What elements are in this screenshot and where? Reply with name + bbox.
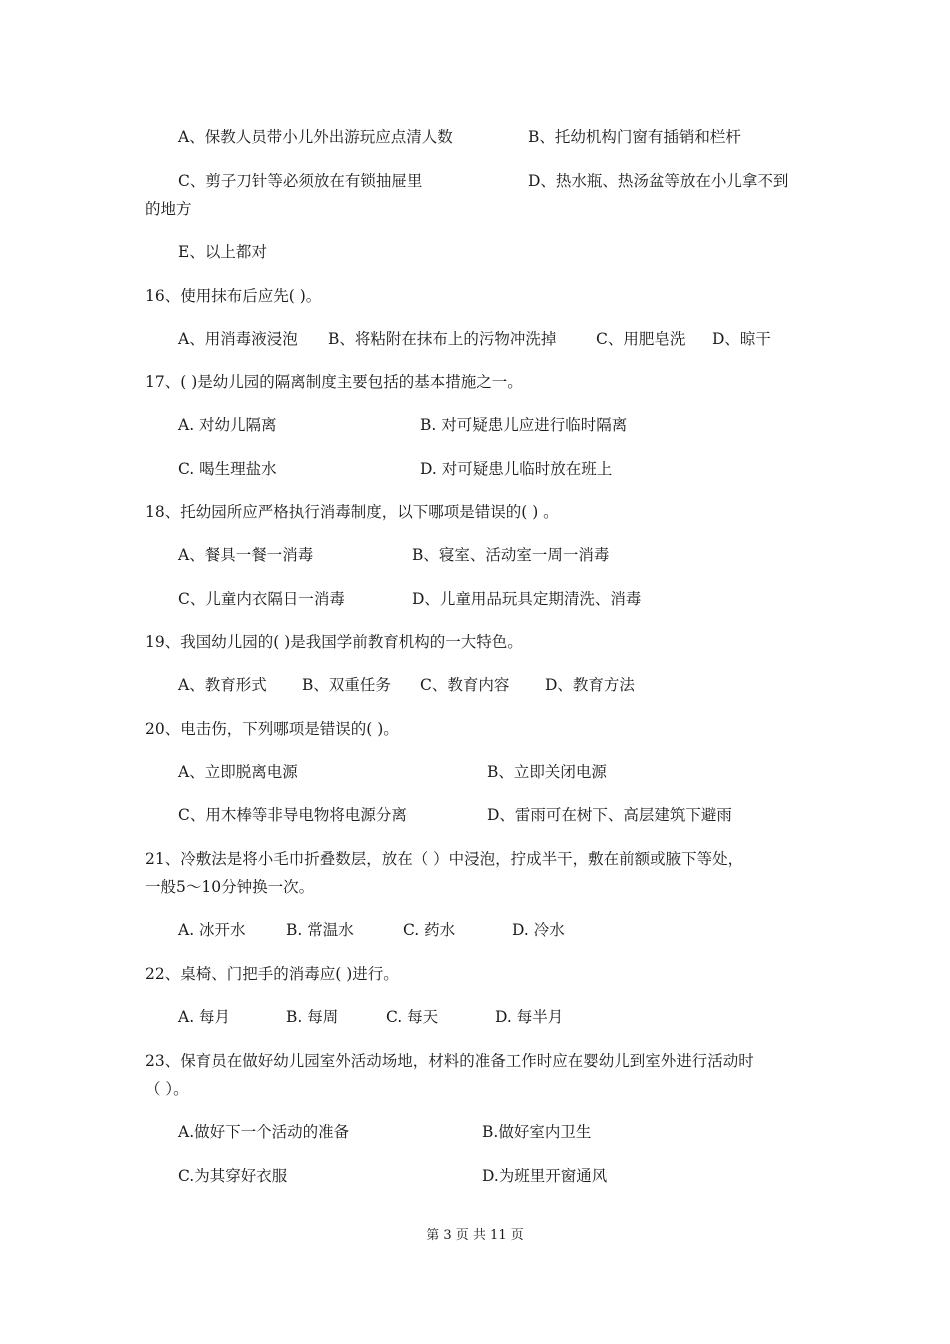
- q23-stem-continued: （ ）。: [145, 1080, 189, 1098]
- q15-option-d-continued: 的地方: [145, 200, 192, 218]
- q16-option-b: B、将粘附在抹布上的污物冲洗掉: [328, 330, 557, 348]
- q18-option-b: B、寝室、活动室一周一消毒: [412, 546, 610, 564]
- q23-option-a: A.做好下一个活动的准备: [178, 1123, 350, 1141]
- q17-stem: 17、( )是幼儿园的隔离制度主要包括的基本措施之一。: [145, 373, 523, 391]
- q20-option-a: A、立即脱离电源: [178, 763, 298, 781]
- q16-option-c: C、用肥皂洗: [596, 330, 686, 348]
- q18-option-d: D、儿童用品玩具定期清洗、消毒: [412, 590, 642, 608]
- q17-option-a: A. 对幼儿隔离: [178, 416, 277, 434]
- q22-stem: 22、桌椅、门把手的消毒应( )进行。: [145, 965, 399, 983]
- q15-option-e: E、以上都对: [178, 243, 267, 261]
- q17-option-c: C. 喝生理盐水: [178, 460, 277, 478]
- q21-option-b: B. 常温水: [286, 921, 354, 939]
- q15-option-a: A、保教人员带小儿外出游玩应点清人数: [178, 128, 453, 146]
- q16-option-d: D、晾干: [712, 330, 771, 348]
- q16-option-a: A、用消毒液浸泡: [178, 330, 298, 348]
- q20-option-b: B、立即关闭电源: [487, 763, 607, 781]
- q21-option-a: A. 冰开水: [178, 921, 246, 939]
- q18-option-a: A、餐具一餐一消毒: [178, 546, 314, 564]
- q17-option-d: D. 对可疑患儿临时放在班上: [420, 460, 613, 478]
- q23-stem: 23、保育员在做好幼儿园室外活动场地，材料的准备工作时应在婴幼儿到室外进行活动时: [145, 1052, 754, 1070]
- q19-stem: 19、我国幼儿园的( )是我国学前教育机构的一大特色。: [145, 633, 523, 651]
- q21-option-c: C. 药水: [403, 921, 456, 939]
- q22-option-d: D. 每半月: [495, 1008, 564, 1026]
- q18-option-c: C、儿童内衣隔日一消毒: [178, 590, 345, 608]
- q19-option-b: B、双重任务: [302, 676, 391, 694]
- q18-stem: 18、托幼园所应严格执行消毒制度，以下哪项是错误的( ) 。: [145, 503, 559, 521]
- q19-option-c: C、教育内容: [420, 676, 510, 694]
- q23-option-b: B.做好室内卫生: [482, 1123, 592, 1141]
- q23-option-c: C.为其穿好衣服: [178, 1167, 288, 1185]
- q21-stem-continued: 一般5～10分钟换一次。: [145, 878, 315, 896]
- q15-option-c: C、剪子刀针等必须放在有锁抽屉里: [178, 172, 423, 190]
- q15-option-d: D、热水瓶、热汤盆等放在小儿拿不到: [528, 172, 789, 190]
- q19-option-d: D、教育方法: [545, 676, 635, 694]
- q21-option-d: D. 冷水: [512, 921, 565, 939]
- q23-option-d: D.为班里开窗通风: [482, 1167, 608, 1185]
- q20-option-d: D、雷雨可在树下、高层建筑下避雨: [487, 806, 732, 824]
- page-number-footer: 第 3 页 共 11 页: [426, 1228, 524, 1243]
- q16-stem: 16、使用抹布后应先( )。: [145, 287, 322, 305]
- q22-option-a: A. 每月: [178, 1008, 231, 1026]
- q20-option-c: C、用木棒等非导电物将电源分离: [178, 806, 407, 824]
- q21-stem: 21、冷敷法是将小毛巾折叠数层，放在（ ）中浸泡，拧成半干，敷在前额或腋下等处，: [145, 850, 744, 868]
- q19-option-a: A、教育形式: [178, 676, 267, 694]
- q15-option-b: B、托幼机构门窗有插销和栏杆: [528, 128, 741, 146]
- q22-option-b: B. 每周: [286, 1008, 339, 1026]
- q22-option-c: C. 每天: [386, 1008, 439, 1026]
- q17-option-b: B. 对可疑患儿应进行临时隔离: [420, 416, 628, 434]
- q20-stem: 20、电击伤，下列哪项是错误的( )。: [145, 720, 399, 738]
